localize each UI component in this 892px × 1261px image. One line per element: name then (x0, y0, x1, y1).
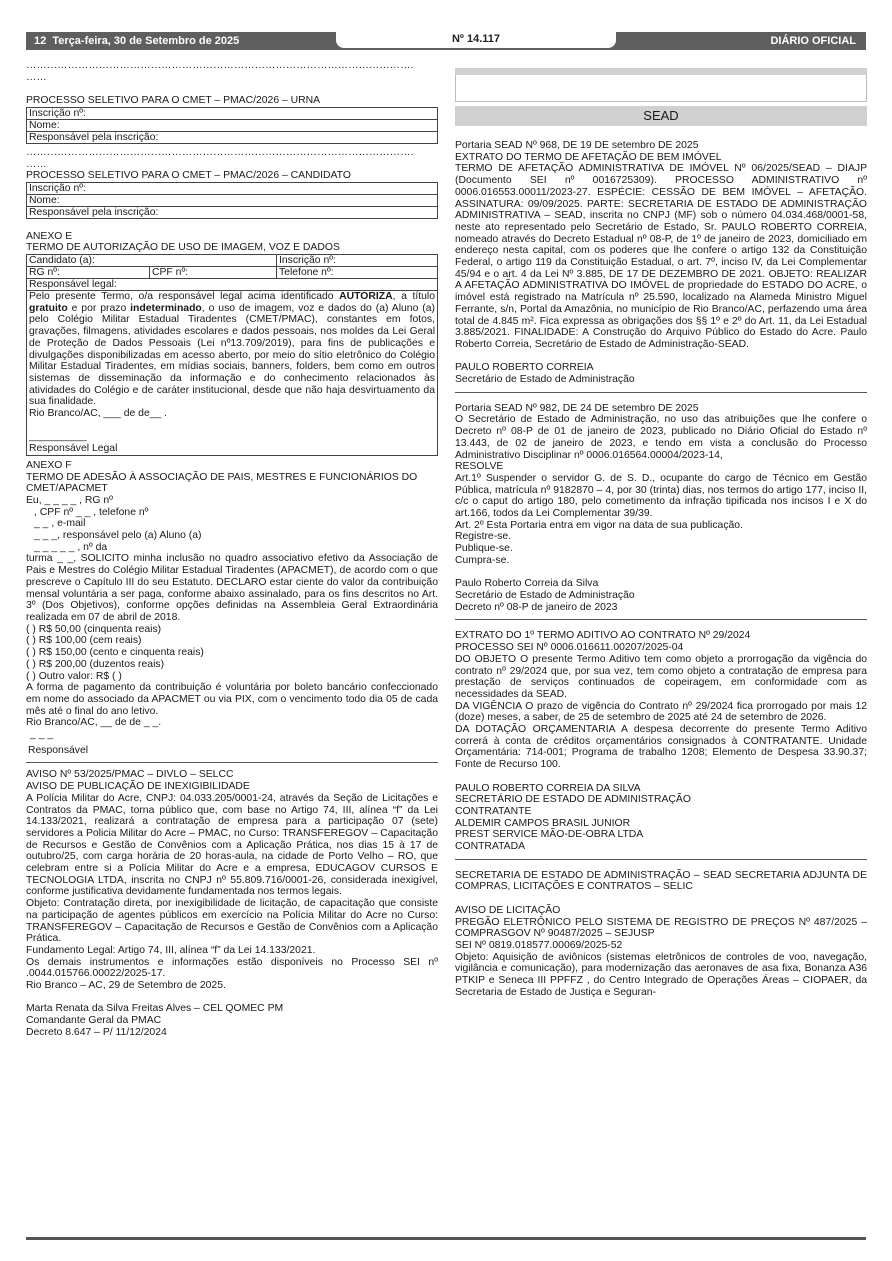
form-field: Inscrição nº: (277, 255, 438, 267)
signature-line: CONTRATADA (455, 841, 526, 853)
dots: …… (26, 158, 47, 170)
licitacao-object: Objeto: Aquisição de aviônicos (sistemas eletrônicos de controles de voo, navegação, vigilância e comunicação), para modernização das aeronaves de asa fixa, Bonanza A36 PTKIP e Seneca III PPFFZ , do Centro Integrado de Operações Áreas – CIOPAER, da Secretaria de Estado de Justiça e Seguran- (455, 951, 867, 998)
form-field: Inscrição nº: (27, 107, 438, 119)
form-field: CPF nº: (150, 267, 277, 279)
aviso-local: Rio Branco – AC, 29 de Setembro de 2025. (26, 980, 226, 992)
signature-name: Marta Renata da Silva Freitas Alves – CEL QOMEC PM (26, 1003, 284, 1015)
signature-role: Secretário de Estado de Administração (455, 589, 635, 601)
licitacao-sei: SEI Nº 0819.018577.00069/2025-52 (455, 939, 623, 951)
decorative-bar (455, 68, 867, 75)
form-field: RG nº: (27, 267, 150, 279)
header-journal-name: DIÁRIO OFICIAL (770, 35, 856, 47)
f-line: _ _ , e-mail (34, 518, 86, 530)
signature-name: PAULO ROBERTO CORREIA (455, 362, 594, 374)
f-local: Rio Branco/AC, __ de de _ _. (26, 717, 162, 729)
f-line: , CPF nº _ _ , telefone nº (34, 506, 149, 518)
dots: …………………………………………………………………………………………………. (26, 60, 414, 71)
divider (455, 619, 867, 620)
divider (455, 859, 867, 860)
aviso-number: AVISO Nº 53/2025/PMAC – DIVLO – SELCC (26, 769, 234, 781)
portaria-title: Portaria SEAD Nº 968, DE 19 DE setembro DE 2025 (455, 140, 699, 151)
resolve: RESOLVE (455, 461, 504, 473)
aviso-object: Objeto: Contratação direta, por inexigibilidade de licitação, de capacitação que consiste na participação de agentes públicos em exercício na Polícia Militar do Acre no Curso: TRANSFEREGOV – Capacitação de Recursos e Gestão de Convênios com a Aplicação Prática. (26, 898, 438, 945)
anexo-f-label: ANEXO F (26, 459, 72, 471)
f-option: ( ) R$ 150,00 (cento e cinquenta reais) (26, 647, 204, 659)
urna-title: PROCESSO SELETIVO PARA O CMET – PMAC/2026 – URNA (26, 95, 321, 107)
form-field: Responsável pela inscrição: (27, 206, 438, 218)
signature-decree: Decreto 8.647 – P/ 11/12/2024 (26, 1026, 167, 1038)
divider (455, 392, 867, 393)
header-issue-number: Nº 14.117 (336, 30, 616, 48)
left-column (26, 60, 438, 1039)
signature-role: Comandante Geral da PMAC (26, 1015, 162, 1027)
candidato-title: PROCESSO SELETIVO PARA O CMET – PMAC/2026 – CANDIDATO (26, 170, 351, 182)
signature-line: CONTRATANTE (455, 805, 532, 817)
f-option: ( ) Outro valor: R$ ( ) (26, 670, 122, 682)
f-option: ( ) R$ 200,00 (duzentos reais) (26, 658, 165, 670)
anexo-e-label: ANEXO E (26, 230, 73, 242)
header-page-date: 12 Terça-feira, 30 de Setembro de 2025 (34, 35, 240, 47)
f-line: _ _ _ _ _ , nº da (34, 541, 108, 553)
right-column (455, 68, 867, 998)
form-field: Telefone nº: (277, 267, 438, 279)
f-body: turma _ _, SOLICITO minha inclusão no quadro associativo efetivo da Associação de Pais e Mestres do Colégio Militar Estadual Tiradentes (APACMET), de acordo com o que prescreve o Capítulo III do seu Estatuto. DECLARO estar ciente do valor da contribuição mensal voluntária a ser paga, conforme abaixo assinalado, para os fins descritos no Art. 3º (Dos Objetivos), conforme opções definidas na Assembleia Geral Extraordinária realizada em 07 de abril de 2018. (26, 553, 438, 623)
article: Art. 2º Esta Portaria entra em vigor na data de sua publicação. (455, 519, 743, 531)
f-option: ( ) R$ 100,00 (cem reais) (26, 635, 142, 647)
anexo-f-title: TERMO DE ADESÃO À ASSOCIAÇÃO DE PAIS, MESTRES E FUNCIONÁRIOS DO CMET/APACMET (26, 471, 418, 495)
licitacao-aviso: AVISO DE LICITAÇÃO (455, 904, 561, 916)
divider (26, 762, 438, 763)
extrato-title: EXTRATO DO 1º TERMO ADITIVO AO CONTRATO Nº 29/2024 (455, 630, 751, 642)
aviso-legal: Fundamento Legal: Artigo 74, III, alínea “f” da Lei 14.133/2021. (26, 944, 316, 956)
signature-line: PAULO ROBERTO CORREIA DA SILVA (455, 782, 641, 794)
anexo-e-form (26, 254, 438, 456)
dots: …………………………………………………………………………………………………. (26, 146, 414, 158)
portaria-subtitle: EXTRATO DO TERMO DE AFETAÇÃO DE BEM IMÓVEL (455, 151, 722, 163)
portaria-title: Portaria SEAD Nº 982, DE 24 DE setembro DE 2025 (455, 402, 699, 414)
portaria-body: TERMO DE AFETAÇÃO ADMINISTRATIVA DE IMÓVEL Nº 06/2025/SEAD – DIAJP (Documento SEI nº 0016725309). PROCESSO ADMINISTRATIVO nº 0006.016553.00011/2023-27. ESPÉCIE: CESSÃO DE BEM IMÓVEL – AFETAÇÃO. ASSINATURA: 09/09/2025. PARTE: SECRETARIA DE ESTADO DE ADMINISTRAÇÃO ADMINISTRATIVA – SEAD, inscrita no CNPJ (MF) sob o número 04.034.468/0001-58, neste ato representado pelo Secretário de Estado, Sr. PAULO ROBERTO CORREIA, nomeado através do Decreto Estadual nº 08-P, de 1º de janeiro de 2023, domiciliado em endereço nesta capital, com os poderes que lhe confere o artigo 132 da Constituição Federal, o artigo 119 da Constituição Estadual, o art. 7º, inciso IV, da Lei Complementar 45/94 e o art. 4 da Lei Nº 3.885, DE 17 DE DEZEMBRO DE 2021. OBJETO: REALIZAR A AFETAÇÃO ADMINISTRATIVA DO IMÓVEL de propriedade do ESTADO DO ACRE, o imóvel está registrado na Matrícula nº 25.590, localizado na Alameda Ministro Miguel Ferrante, s/n, Portal da Amazônia, no município de Rio Branco/AC, perfazendo uma área total de 4.845 m². Fica expressa as obrigações dos §§ 1º e 2º do Art. 11, da Lei Estadual 3.885/2021. FINALIDADE: A Construção do Arquivo Público do Estado do Acre. Paulo Roberto Correia, Secretário de Estado de Administração-SEAD. (455, 163, 867, 350)
candidato-form (26, 182, 438, 219)
extrato-process: PROCESSO SEI Nº 0006.016611.00207/2025-04 (455, 642, 684, 654)
f-line: _ _ _ (30, 729, 54, 741)
closing: Registre-se. (455, 531, 512, 543)
closing: Cumpra-se. (455, 554, 510, 566)
urna-form (26, 107, 438, 144)
signature-line: PREST SERVICE MÃO-DE-OBRA LTDA (455, 829, 644, 841)
signature-line: ALDEMIR CAMPOS BRASIL JUNIOR (455, 817, 631, 829)
signature-role: Secretário de Estado de Administração (455, 374, 635, 386)
authorization-text: Pelo presente Termo, o/a responsável legal acima identificado AUTORIZA, a título gratuito e por prazo indeterminado, o uso de imagem, voz e dados do (a) Aluno (a) pelo Colégio Militar Estadual Tiradentes (CMET/PMAC), constantes em fotos, gravações, filmagens, atividades escolares e dados pessoais, nos moldes da Lei Geral de Proteção de Dados Pessoais (Lei nº13.709/2019), para fins de publicações e divulgações disponibilizadas em acesso aberto, por meio do sítio eletrônico do Colégio Militar Estadual Tiradentes, em mídias sociais, banners, folders, bem como em outros sistemas de disseminação da informação e do conhecimento relacionados às atividades do Colégio e de caráter institucional, desde que não haja desvirtuamento da sua finalidade. Rio Branco/AC, ___ de de__ . __________ Responsável Legal (27, 291, 438, 456)
dots: …… (26, 71, 47, 83)
f-option: ( ) R$ 50,00 (cinquenta reais) (26, 623, 162, 635)
licitacao-heading: SECRETARIA DE ESTADO DE ADMINISTRAÇÃO – SEAD SECRETARIA ADJUNTA DE COMPRAS, LICITAÇÕES E CONTRATOS – SELIC (455, 869, 867, 893)
aviso-body: A Polícia Militar do Acre, CNPJ: 04.033.205/0001-24, através da Seção de Licitações e Contratos da PMAC, torna público que, com base no Artigo 74, III, alínea “f” da Lei 14.133/2021, realizará a contratação de empresa para a participação 07 (sete) servidores a Policia Militar do Acre – PMAC, no Curso: TRANSFEREGOV – Capacitação de Recursos e Gestão de Convênios com a Aplicação Prática, nos dias 15 à 17 de outubro/25, com carga horária de 20 horas-aula, na cidade de Porto Velho – RO, que celebram entre si a Polícia Militar do Acre e a empresa, EDUCAGOV CURSOS E TECNOLOGIA LTDA, inscrita no CNPJ nº 55.809.716/0001-26, considerada inexigível, conforme justificativa devidamente fundamentada nos termos legais. (26, 792, 438, 898)
extrato-object: DO OBJETO O presente Termo Aditivo tem como objeto a prorrogação da vigência do contrato nº 29/2024 que, por sua vez, tem como objeto a contratação de empresa para prestação de serviços continuados de copeiragem, em conformidade com as necessidades da SEAD. (455, 653, 867, 700)
form-field: Responsável pela inscrição: (27, 131, 438, 143)
section-heading: SEAD (455, 106, 867, 126)
form-field: Nome: (27, 194, 438, 206)
aviso-other: Os demais instrumentos e informações estão disponíveis no Processo SEI nº .0044.015766.00022/2025-17. (26, 956, 438, 980)
anexo-e-title: TERMO DE AUTORIZAÇÃO DE USO DE IMAGEM, VOZ E DADOS (26, 242, 340, 254)
signature-name: Paulo Roberto Correia da Silva (455, 578, 599, 590)
extrato-dotacao: DA DOTAÇÃO ORÇAMENTARIA A despesa decorrente do presente Termo Aditivo correrá à conta de créditos orçamentários consignados à CONTRATANTE. Unidade Orçamentária: 714-001; Programa de trabalho 1208; Elemento de Despesa 33.90.37; Fonte de Recurso 100. (455, 724, 867, 771)
extrato-vigencia: DA VIGÊNCIA O prazo de vigência do Contrato nº 29/2024 fica prorrogado por mais 12 (doze) meses, a saber, de 25 de setembro de 2025 até 24 de setembro de 2026. (455, 700, 867, 724)
f-sign: Responsável (28, 744, 89, 756)
f-line: Eu, _ _ _ _ , RG nº (26, 494, 113, 506)
licitacao-pregao: PREGÃO ELETRÔNICO PELO SISTEMA DE REGISTRO DE PREÇOS Nº 487/2025 – COMPRASGOV Nº 90487/2025 – SEJUSP (455, 916, 867, 940)
form-field: Inscrição nº: (27, 182, 438, 194)
portaria-body: O Secretário de Estado de Administração, no uso das atribuições que lhe confere o Decreto nº 08-P de 01 de janeiro de 2023, publicado no Diário Oficial do Estado nº 13.443, de 02 de janeiro de 2023, e tendo em vista a conclusão do Processo Administrativo Disciplinar nº 0006.016564.00004/2023-14, (455, 414, 867, 461)
empty-box (455, 75, 867, 102)
f-payment: A forma de pagamento da contribuição é voluntária por boleto bancário confeccionado em nome do associado da APACMET ou via PIX, com o vencimento todo dia 05 de cada mês até o final do ano letivo. (26, 682, 438, 717)
f-line: _ _ _, responsável pelo (a) Aluno (a) (34, 530, 202, 542)
signature-line: SECRETÁRIO DE ESTADO DE ADMINISTRAÇÃO (455, 794, 691, 806)
form-field: Nome: (27, 119, 438, 131)
closing: Publique-se. (455, 543, 513, 555)
signature-decree: Decreto nº 08-P de janeiro de 2023 (455, 601, 618, 613)
page-header (26, 32, 866, 50)
form-field: Responsável legal: (27, 279, 438, 291)
form-field: Candidato (a): (27, 255, 277, 267)
article: Art.1º Suspender o servidor G. de S. D., ocupante do cargo de Técnico em Gestão Pública, matrícula nº 9182870 – 4, por 30 (trinta) dias, nos termos do artigo 177, inciso II, c/c o caput do artigo 180, pelo cometimento da infração tipificada nos incisos I e X do art.166, todos da Lei Complementar 39/39. (455, 472, 867, 520)
aviso-title: AVISO DE PUBLICAÇÃO DE INEXIGIBILIDADE (26, 781, 250, 793)
bottom-rule (26, 1237, 866, 1240)
